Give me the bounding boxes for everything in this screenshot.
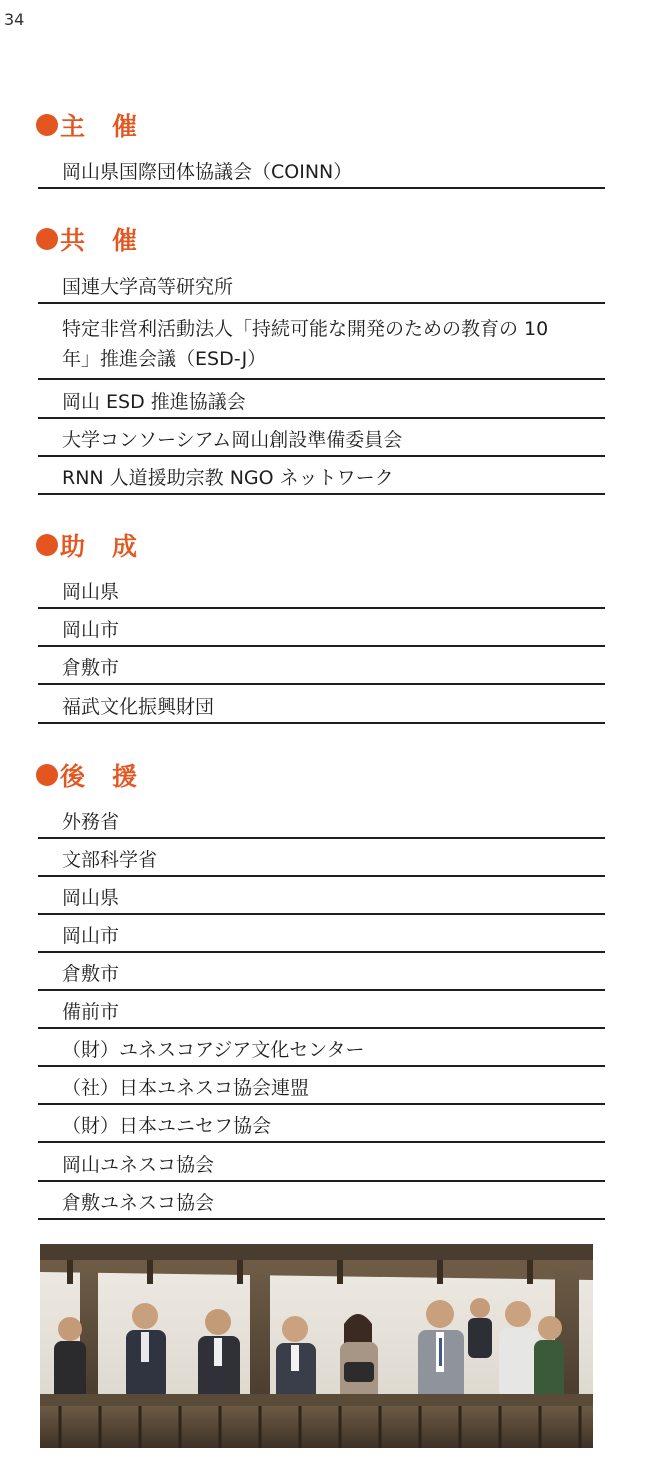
list-item: 倉敷ユネスコ協会 — [38, 1188, 605, 1220]
list-item: 岡山ユネスコ協会 — [38, 1150, 605, 1182]
list-item: 岡山県国際団体協議会（COINN） — [38, 157, 605, 189]
list-item: 岡山市 — [38, 921, 605, 953]
list-item: RNN 人道援助宗教 NGO ネットワーク — [38, 463, 605, 495]
group-photo — [40, 1244, 593, 1448]
list-item: 倉敷市 — [38, 653, 605, 685]
list-item: 倉敷市 — [38, 959, 605, 991]
list-item: 岡山県 — [38, 577, 605, 609]
bullet-dot-icon — [36, 534, 58, 556]
list-item: 岡山県 — [38, 883, 605, 915]
page-number: 34 — [4, 10, 25, 29]
heading-label: 助 成 — [60, 532, 139, 561]
heading-label: 主 催 — [60, 112, 139, 141]
list-item: 備前市 — [38, 997, 605, 1029]
section-heading-co-organizer — [36, 221, 138, 257]
list-item: 岡山市 — [38, 615, 605, 647]
list-item: 特定非営利活動法人「持続可能な開発のための教育の 10 年」推進会議（ESD-J） — [38, 314, 605, 380]
list-item: 福武文化振興財団 — [38, 692, 605, 724]
section-heading-grant — [36, 527, 138, 563]
heading-label: 後 援 — [60, 762, 139, 791]
bullet-dot-icon — [36, 114, 58, 136]
bullet-dot-icon — [36, 764, 58, 786]
list-item: （財）ユネスコアジア文化センター — [38, 1035, 605, 1067]
list-item: 外務省 — [38, 807, 605, 839]
list-item: 文部科学省 — [38, 845, 605, 877]
list-item: （社）日本ユネスコ協会連盟 — [38, 1073, 605, 1105]
section-heading-organizer — [36, 107, 138, 143]
list-item: 国連大学高等研究所 — [38, 272, 605, 304]
list-item: 岡山 ESD 推進協議会 — [38, 387, 605, 419]
list-item: 大学コンソーシアム岡山創設準備委員会 — [38, 425, 605, 457]
heading-label: 共 催 — [60, 226, 139, 255]
bullet-dot-icon — [36, 228, 58, 250]
section-heading-support — [36, 757, 138, 793]
list-item: （財）日本ユニセフ協会 — [38, 1111, 605, 1143]
